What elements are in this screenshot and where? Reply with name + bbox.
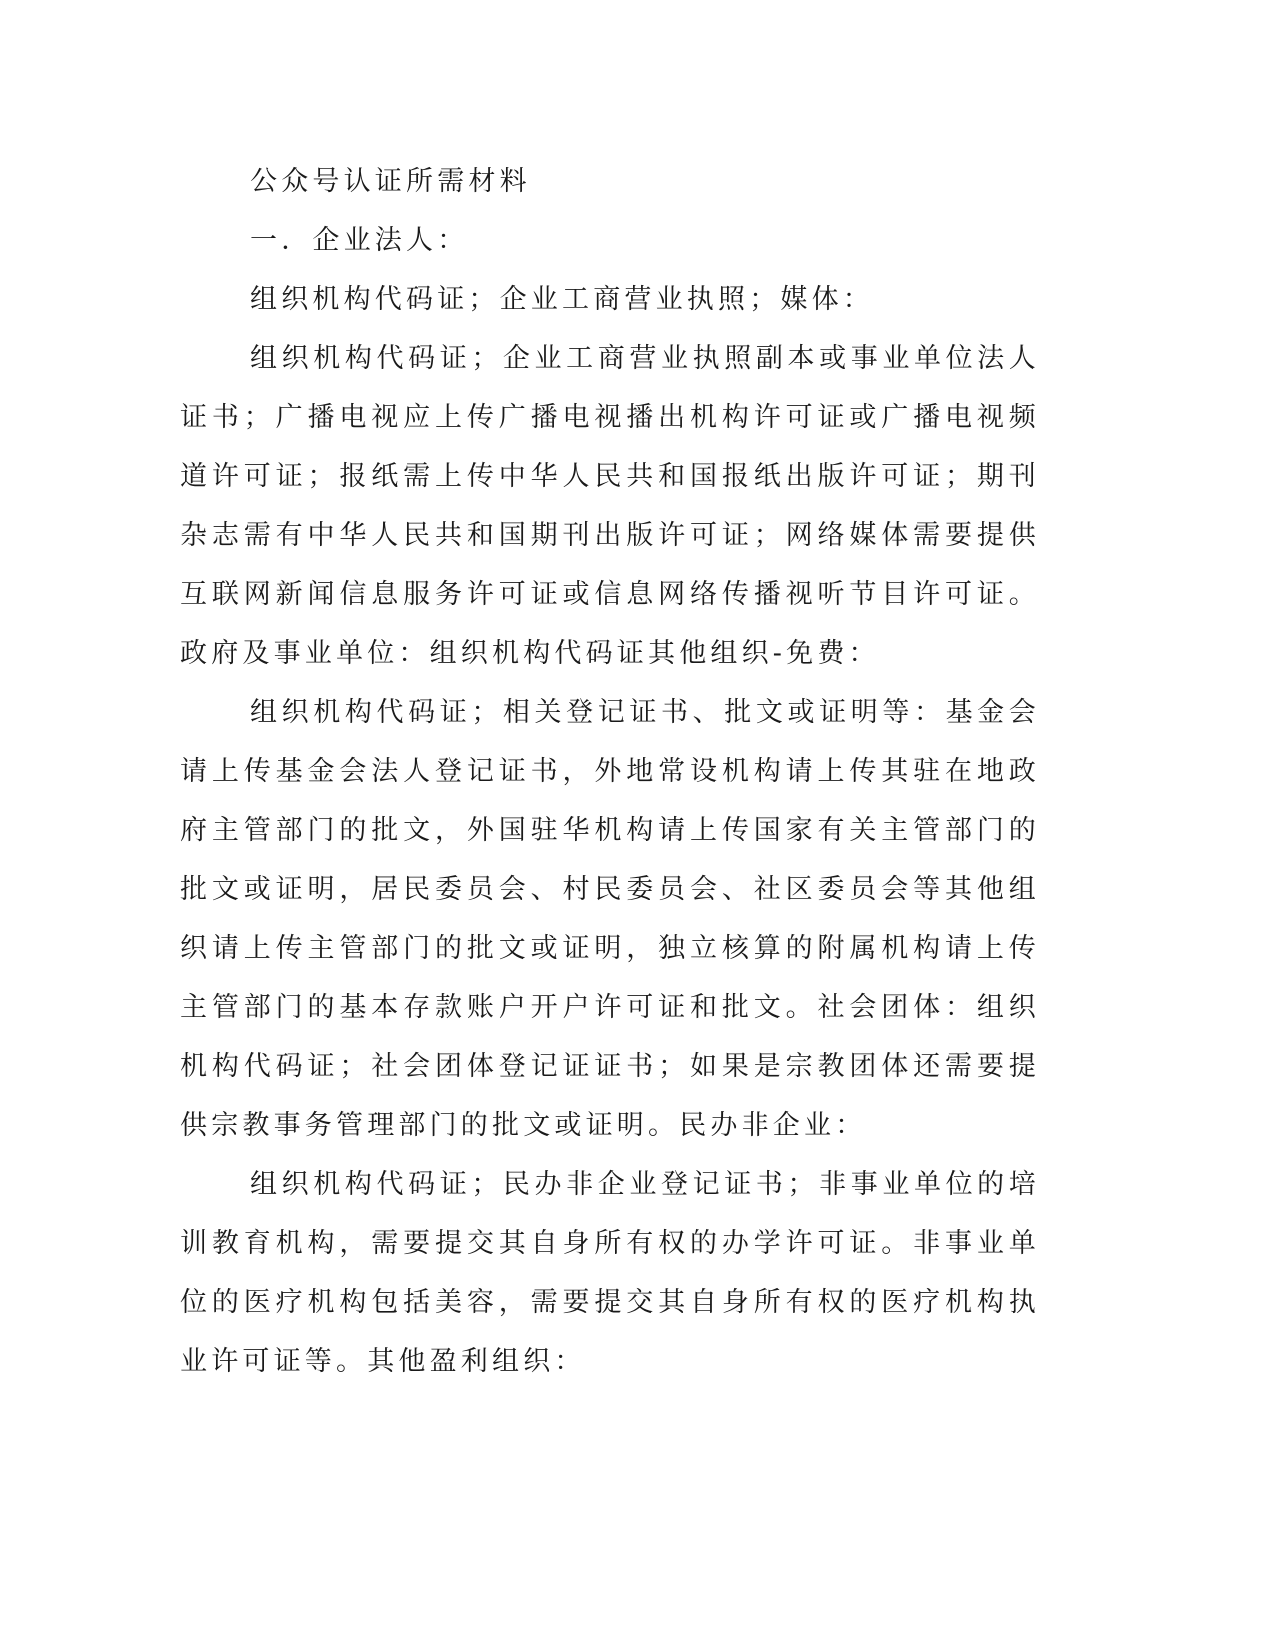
section-heading: 一．企业法人： [250, 225, 469, 256]
paragraph: 组织机构代码证；相关登记证书、批文或证明等：基金会请上传基金会法人登记证书，外地常设机构请上传其驻在地政府主管部门的批文，外国驻华机构请上传国家有关主管部门的批文或证明，居民委员会、村民委员会、社区委员会等其他组织请上传主管部门的批文或证明，独立核算的附属机构请上传主管部门的基本存款账户开户许可证和批文。社会团体：组织机构代码证；社会团体登记证证书；如果是宗教团体还需要提供宗教事务管理部门的批文或证明。民办非企业： [180, 697, 1040, 1141]
paragraph: 组织机构代码证；企业工商营业执照；媒体： [250, 284, 874, 315]
document-body [180, 152, 1040, 1391]
document-title: 公众号认证所需材料 [250, 166, 531, 197]
paragraph: 组织机构代码证；民办非企业登记证书；非事业单位的培训教育机构，需要提交其自身所有权的办学许可证。非事业单位的医疗机构包括美容，需要提交其自身所有权的医疗机构执业许可证等。其他盈利组织： [180, 1169, 1040, 1377]
paragraph: 组织机构代码证；企业工商营业执照副本或事业单位法人证书；广播电视应上传广播电视播出机构许可证或广播电视频道许可证；报纸需上传中华人民共和国报纸出版许可证；期刊杂志需有中华人民共和国期刊出版许可证；网络媒体需要提供互联网新闻信息服务许可证或信息网络传播视听节目许可证。政府及事业单位：组织机构代码证其他组织-免费： [180, 343, 1040, 669]
